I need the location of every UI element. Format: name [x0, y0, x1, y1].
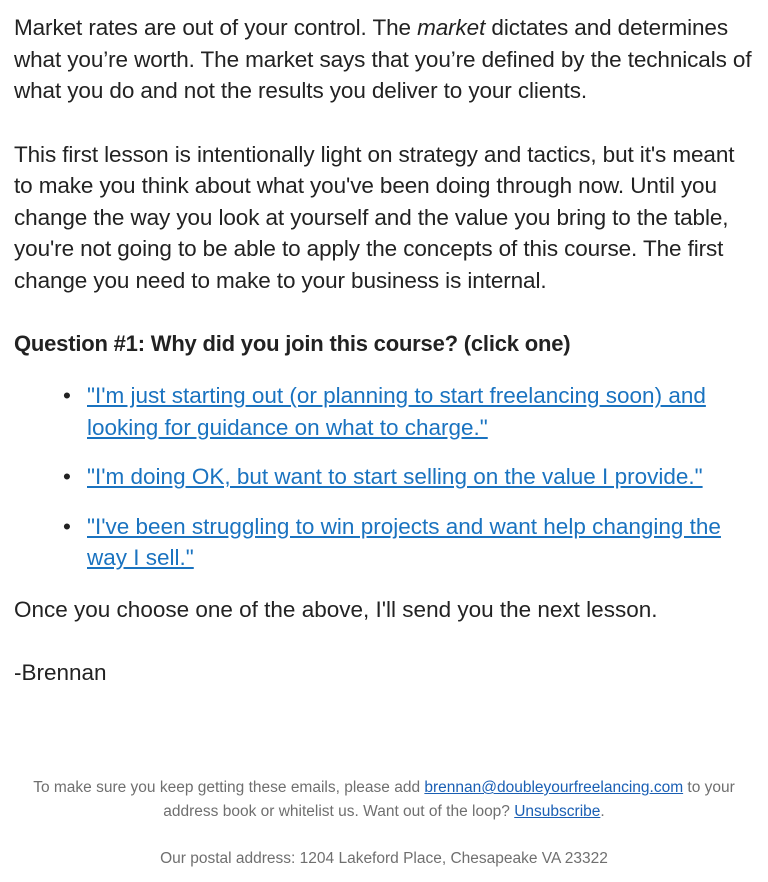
- postal-address: Our postal address: 1204 Lakeford Place, Chesapeake VA 23322: [160, 850, 608, 867]
- list-item: [63, 380, 754, 443]
- answer-choices-list: [14, 380, 754, 574]
- choice-link-starting-out[interactable]: "I'm just starting out (or planning to start freelancing soon) and looking for guidance on what to charge.": [87, 383, 706, 440]
- unsubscribe-link[interactable]: Unsubscribe: [514, 803, 601, 820]
- closing-text: Once you choose one of the above, I'll send you the next lesson.: [14, 596, 658, 622]
- choice-link-struggling[interactable]: "I've been struggling to win projects and want help changing the way I sell.": [87, 513, 721, 570]
- list-item: [63, 511, 754, 574]
- question-heading: Question #1: Why did you join this course? (click one): [14, 331, 571, 356]
- footer-notice-middle: to your address book or whitelist us. Want out of the loop?: [163, 779, 735, 820]
- bullet-icon: •: [63, 513, 71, 539]
- footer-notice-start: To make sure you keep getting these emails, please add: [33, 779, 425, 796]
- paragraph-market-rates-start: Market rates are out of your control. The: [14, 15, 418, 40]
- footer-period: .: [600, 803, 605, 820]
- paragraph-first-lesson: This first lesson is intentionally light on strategy and tactics, but it's meant to make you think about what you've been doing through now. Until you change the way you look at yourself and the value you bring to the table, you're not going to be able to apply the concepts of this course. The first change you need to make to your business is internal.: [14, 141, 735, 293]
- emphasis-market: market: [417, 15, 486, 40]
- footer-email-link[interactable]: brennan@doubleyourfreelancing.com: [424, 779, 684, 796]
- signoff: -Brennan: [14, 660, 107, 685]
- bullet-icon: •: [63, 383, 71, 408]
- email-footer: [0, 776, 768, 871]
- footer-notice: [20, 776, 748, 824]
- paragraph-market-rates: [14, 12, 754, 107]
- bullet-icon: •: [63, 464, 71, 489]
- paragraph-market-rates-end: dictates and determines what you’re worth. The market says that you’re defined by the technicals of what you do and not the results you deliver to your clients.: [14, 15, 752, 103]
- choice-link-doing-ok[interactable]: "I'm doing OK, but want to start selling on the value I provide.": [87, 464, 703, 489]
- list-item: [63, 461, 754, 493]
